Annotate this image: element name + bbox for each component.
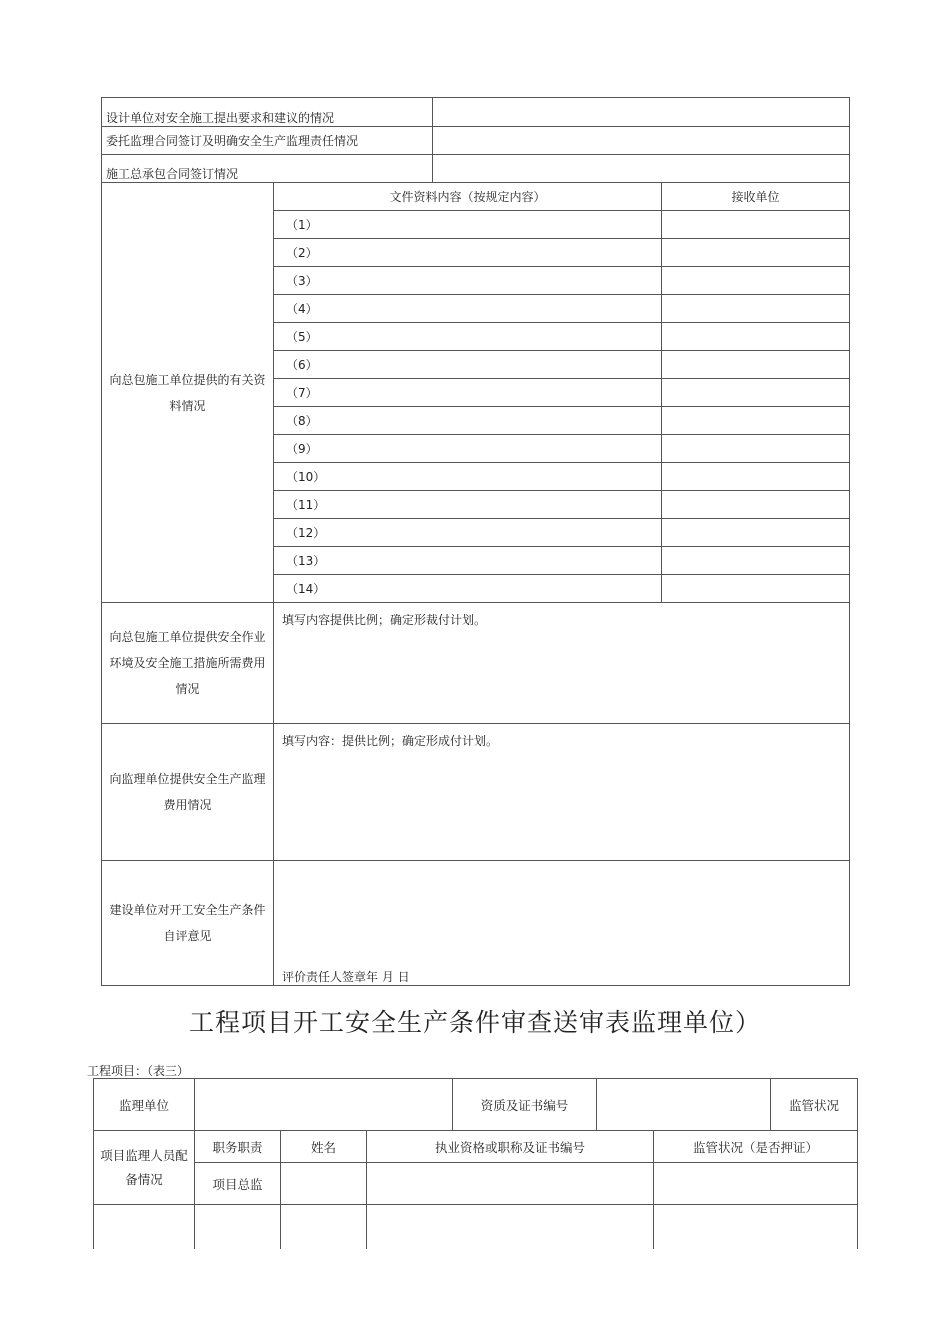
design-unit-row: [102, 98, 850, 127]
empty-cell[interactable]: [195, 1205, 281, 1249]
supervision-unit-table: [93, 1078, 858, 1249]
receiver-cell[interactable]: [662, 267, 850, 295]
row-chief-duty: 项目总监: [195, 1163, 281, 1205]
row-chief-cert[interactable]: [367, 1163, 654, 1205]
general-contract-row: [102, 155, 850, 183]
table-row: [94, 1163, 858, 1205]
project-line: 工程项目：（表三）: [87, 1064, 190, 1078]
col-cert: 执业资格或职称及证书编号: [367, 1131, 654, 1163]
safety-cost-label: 向总包施工单位提供安全作业环境及安全施工措施所需费用情况: [102, 603, 274, 724]
receiver-cell[interactable]: [662, 491, 850, 519]
general-contract-value[interactable]: [433, 155, 850, 183]
table-row: [94, 1205, 858, 1249]
supervision-unit-value[interactable]: [195, 1079, 453, 1131]
item-number: （3）: [274, 267, 662, 295]
receiver-cell[interactable]: [662, 239, 850, 267]
item-number: （2）: [274, 239, 662, 267]
qualification-value[interactable]: [597, 1079, 771, 1131]
safety-cost-row: [102, 603, 850, 724]
receiver-cell[interactable]: [662, 435, 850, 463]
col-status: 监管状况（是否押证）: [654, 1131, 858, 1163]
page-title: 工程项目开工安全生产条件审查送审表监理单位）: [188, 1008, 761, 1037]
supervision-unit-row: [94, 1079, 858, 1131]
supervision-unit-label: 监理单位: [94, 1079, 195, 1131]
materials-content-header: 文件资料内容（按规定内容）: [274, 183, 662, 211]
regulatory-status-label: 监管状况: [771, 1079, 858, 1131]
item-number: （13）: [274, 547, 662, 575]
staff-header-row: [94, 1131, 858, 1163]
supervision-contract-label: 委托监理合同签订及明确安全生产监理责任情况: [102, 127, 433, 155]
receiver-cell[interactable]: [662, 295, 850, 323]
supervision-contract-value[interactable]: [433, 127, 850, 155]
self-eval-row: [102, 861, 850, 986]
item-number: （4）: [274, 295, 662, 323]
item-number: （11）: [274, 491, 662, 519]
receiver-cell[interactable]: [662, 575, 850, 603]
staffing-label: 项目监理人员配备情况: [94, 1131, 195, 1205]
item-number: （9）: [274, 435, 662, 463]
construction-unit-table: [101, 97, 850, 986]
materials-receiver-header: 接收单位: [662, 183, 850, 211]
materials-section-label: 向总包施工单位提供的有关资料情况: [102, 183, 274, 603]
empty-cell[interactable]: [281, 1205, 367, 1249]
self-eval-signature[interactable]: 评价责任人签章年 月 日: [274, 861, 850, 986]
receiver-cell[interactable]: [662, 351, 850, 379]
item-number: （1）: [274, 211, 662, 239]
supervision-cost-label: 向监理单位提供安全生产监理费用情况: [102, 724, 274, 861]
row-chief-status[interactable]: [654, 1163, 858, 1205]
materials-header-row: [102, 183, 850, 211]
safety-cost-note[interactable]: 填写内容提供比例；确定形裁付计划。: [274, 603, 850, 724]
general-contract-label: 施工总承包合同签订情况: [102, 155, 433, 183]
item-number: （10）: [274, 463, 662, 491]
receiver-cell[interactable]: [662, 463, 850, 491]
self-eval-label: 建设单位对开工安全生产条件自评意见: [102, 861, 274, 986]
receiver-cell[interactable]: [662, 519, 850, 547]
receiver-cell[interactable]: [662, 323, 850, 351]
item-number: （14）: [274, 575, 662, 603]
item-number: （12）: [274, 519, 662, 547]
design-unit-label: 设计单位对安全施工提出要求和建议的情况: [102, 98, 433, 127]
design-unit-value[interactable]: [433, 98, 850, 127]
col-name: 姓名: [281, 1131, 367, 1163]
empty-cell[interactable]: [367, 1205, 654, 1249]
supervision-contract-row: [102, 127, 850, 155]
row-chief-name[interactable]: [281, 1163, 367, 1205]
empty-cell: [94, 1205, 195, 1249]
receiver-cell[interactable]: [662, 407, 850, 435]
supervision-cost-note[interactable]: 填写内容：提供比例；确定形成付计划。: [274, 724, 850, 861]
col-duty: 职务职责: [195, 1131, 281, 1163]
receiver-cell[interactable]: [662, 379, 850, 407]
item-number: （8）: [274, 407, 662, 435]
qualification-label: 资质及证书编号: [453, 1079, 597, 1131]
item-number: （6）: [274, 351, 662, 379]
supervision-cost-row: [102, 724, 850, 861]
receiver-cell[interactable]: [662, 211, 850, 239]
receiver-cell[interactable]: [662, 547, 850, 575]
empty-cell[interactable]: [654, 1205, 858, 1249]
item-number: （5）: [274, 323, 662, 351]
item-number: （7）: [274, 379, 662, 407]
